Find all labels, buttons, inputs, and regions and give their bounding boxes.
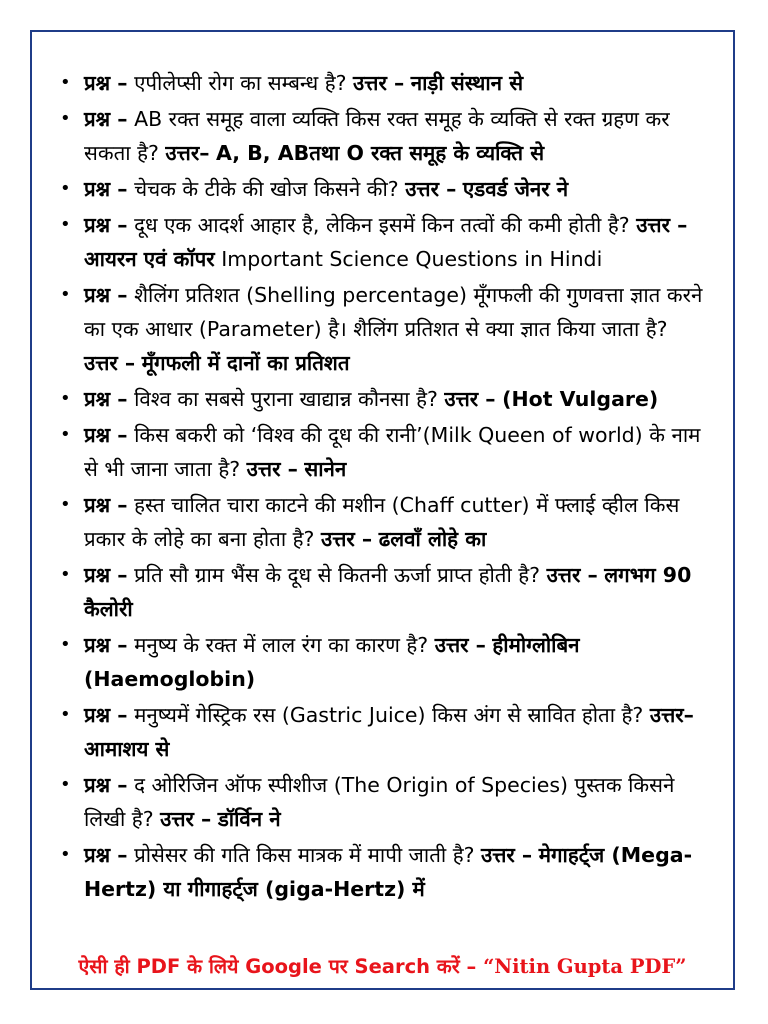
qa-item (84, 278, 705, 380)
answer-label: उत्तर – (444, 387, 496, 411)
answer-label: उत्तर – (84, 351, 136, 375)
question-label: प्रश्न – (84, 213, 128, 237)
question-label: प्रश्न – (84, 633, 128, 657)
qa-item (84, 172, 705, 206)
footer-promo (30, 952, 735, 979)
question-label: प्रश्न – (84, 283, 128, 307)
answer-label: उत्तर – (434, 633, 486, 657)
answer-label: उत्तर – (160, 807, 212, 831)
question-label: प्रश्न – (84, 107, 128, 131)
answer-label: उत्तर – (481, 843, 533, 867)
answer-text: डॉर्विन ने (217, 807, 281, 831)
answer-label: उत्तर – (405, 177, 457, 201)
qa-item (84, 66, 705, 100)
footer-prefix: ऐसी ही PDF के लिये Google पर Search करें – (78, 955, 484, 978)
question-text: शैलिंग प्रतिशत (Shelling percentage) मूँगफली की गुणवत्ता ज्ञात करने का एक आधार (Parameter) है। शैलिंग प्रतिशत से क्या ज्ञात किया जाता है? (84, 283, 703, 341)
question-text: एपीलेप्सी रोग का सम्बन्ध है? (134, 71, 347, 95)
question-text: दूध एक आदर्श आहार है, लेकिन इसमें किन तत्वों की कमी होती है? (134, 213, 630, 237)
qa-item (84, 628, 705, 696)
answer-text: मूँगफली में दानों का प्रतिशत (141, 351, 350, 375)
qa-item (84, 698, 705, 766)
answer-text: आमाशय से (84, 737, 170, 761)
answer-text: नाड़ी संस्थान से (410, 71, 524, 95)
question-label: प्रश्न – (84, 843, 128, 867)
qa-item (84, 418, 705, 486)
question-label: प्रश्न – (84, 387, 128, 411)
footer-brand: “Nitin Gupta PDF” (483, 955, 687, 978)
answer-label: उत्तर – (353, 71, 405, 95)
item-note: Important Science Questions in Hindi (221, 247, 603, 271)
question-label: प्रश्न – (84, 703, 128, 727)
question-text: विश्व का सबसे पुराना खाद्यान्न कौनसा है? (134, 387, 438, 411)
question-label: प्रश्न – (84, 563, 128, 587)
answer-text: आयरन एवं कॉपर (84, 247, 215, 271)
qa-item (84, 382, 705, 416)
qa-item (84, 208, 705, 276)
question-text: किस बकरी को ‘विश्व की दूध की रानी’(Milk Queen of world) के नाम से भी जाना जाता है? (84, 423, 701, 481)
question-text: प्रोसेसर की गति किस मात्रक में मापी जाती है? (134, 843, 475, 867)
question-text: मनुष्य के रक्त में लाल रंग का कारण है? (134, 633, 429, 657)
question-text: हस्त चालित चारा काटने की मशीन (Chaff cutter) में फ्लाई व्हील किस प्रकार के लोहे का बना होता है? (84, 493, 680, 551)
question-label: प्रश्न – (84, 177, 128, 201)
qa-item (84, 488, 705, 556)
page-border (30, 30, 735, 990)
qa-item (84, 102, 705, 170)
answer-text: A, B, ABतथा O रक्त समूह के व्यक्ति से (216, 141, 545, 165)
question-label: प्रश्न – (84, 773, 128, 797)
answer-text: सानेन (304, 457, 347, 481)
answer-label: उत्तर – (546, 563, 598, 587)
qa-item (84, 768, 705, 836)
question-text: मनुष्यमें गेस्ट्रिक रस (Gastric Juice) किस अंग से स्रावित होता है? (134, 703, 644, 727)
answer-text: हीमोग्लोबिन (Haemoglobin) (84, 633, 580, 691)
question-label: प्रश्न – (84, 71, 128, 95)
answer-text: मेगाहर्ट्ज (Mega-Hertz) या गीगाहर्ट्ज (giga-Hertz) में (84, 843, 693, 901)
question-text: AB रक्त समूह वाला व्यक्ति किस रक्त समूह के व्यक्ति से रक्त ग्रहण कर सकता है? (84, 107, 670, 165)
question-list (32, 32, 733, 906)
answer-label: उत्तर– (649, 703, 694, 727)
question-text: द ओरिजिन ऑफ स्पीशीज (The Origin of Species) पुस्तक किसने लिखी है? (84, 773, 675, 831)
answer-text: ढलवाँ लोहे का (378, 527, 487, 551)
question-label: प्रश्न – (84, 493, 128, 517)
answer-label: उत्तर – (246, 457, 298, 481)
answer-label: उत्तर– (165, 141, 210, 165)
answer-label: उत्तर – (320, 527, 373, 551)
answer-text: (Hot Vulgare) (502, 387, 659, 411)
qa-item (84, 558, 705, 626)
question-label: प्रश्न – (84, 423, 128, 447)
question-text: चेचक के टीके की खोज किसने की? (134, 177, 399, 201)
answer-text: लगभग 90 कैलोरी (84, 563, 692, 621)
question-text: प्रति सौ ग्राम भैंस के दूध से कितनी ऊर्जा प्राप्त होती है? (134, 563, 541, 587)
qa-item (84, 838, 705, 906)
answer-text: एडवर्ड जेनर ने (462, 177, 569, 201)
answer-label: उत्तर – (636, 213, 688, 237)
